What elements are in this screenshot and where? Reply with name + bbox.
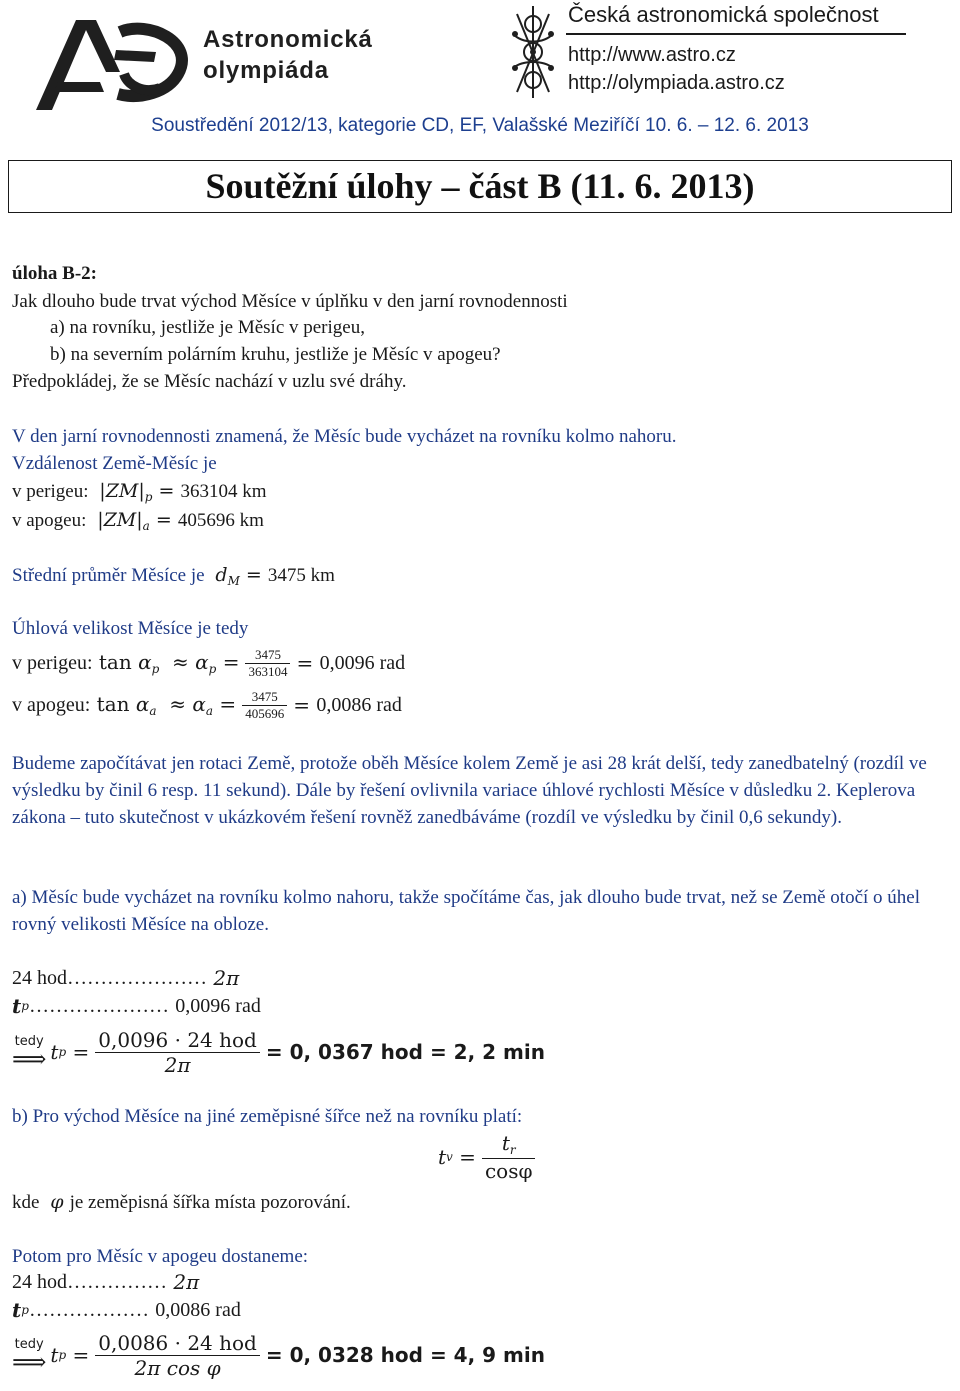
event-subtitle: Soustředění 2012/13, kategorie CD, EF, Valašské Meziříčí 10. 6. – 12. 6. 2013 — [151, 115, 809, 136]
assumptions-paragraph: Budeme započítávat jen rotaci Země, protože oběh Měsíce kolem Země je asi 28 krát delší, tedy zanedbatelný (rozdíl ve výsledku by činil 6 resp. 11 sekund). Dále by řešení ovlivnila variace úhlové rychlosti Měsíce v důsledku 2. Keplerova zákona – tuto skutečnost v ukázkovém řešení rovněž zanedbáváme (rozdíl ve výsledku by činil 0,6 sekundy). — [12, 753, 927, 828]
part-a-result: = 0, 0367 hod = 2, 2 min — [265, 1040, 545, 1064]
task-assumption: Předpokládej, že se Měsíc nachází v uzlu své dráhy. — [12, 371, 407, 392]
task-item-b: b) na severním polárním kruhu, jestliže je Měsíc v apogeu? — [50, 344, 501, 365]
part-a-fraction: $\frac{\text{0,0096 · 24 hod}}{2\pi}$ — [95, 1028, 260, 1077]
olympiad-url: http://olympiada.astro.cz — [568, 72, 785, 94]
distance-heading: Vzdálenost Země-Měsíc je — [12, 453, 217, 474]
task-heading: úloha B-2: — [12, 263, 97, 284]
implies-arrow: tedy ⟹ — [12, 1033, 47, 1073]
page-title-box — [8, 160, 952, 213]
alpha-perigee-fraction: $\frac{3475}{363104}$ — [245, 647, 290, 679]
part-a-text: a) Měsíc bude vycházet na rovníku kolmo nahoru, takže spočítáme čas, jak dlouho bude trvat, než se Země otočí o úhel rovný velikosti Měsíce na obloze. — [12, 887, 921, 935]
alpha-perigee-equation: v perigeu: $\tan \alpha_p \approx \alpha_p$ = $\frac{3475}{363104}$ = 0,0096 rad — [12, 646, 406, 679]
solution-intro: V den jarní rovnodennosti znamená, že Měsíc bude vycházet na rovníku kolmo nahoru. — [12, 426, 677, 447]
rise-time-fraction: $\frac{t_r}{\cos\varphi}$ — [482, 1131, 536, 1182]
czech-astronomical-society-emblem — [503, 4, 565, 100]
part-b-result: = 0, 0328 hod = 4, 9 min — [265, 1343, 545, 1367]
part-b-proportion-line-1: 24 hod …………… 2π — [12, 1270, 200, 1294]
apogee-heading: Potom pro Měsíc v apogeu dostaneme: — [12, 1246, 309, 1267]
part-b-result-equation: tedy ⟹ t p = $\frac{\text{0,0086 · 24 hod}}{\text{2π cos φ}}$ = 0, 0328 hod = 4, 9 min — [12, 1330, 545, 1380]
part-a-proportion-line-1: 24 hod ………………… 2π — [12, 966, 240, 990]
task-question: Jak dlouho bude trvat východ Měsíce v úplňku v den jarní rovnodennosti — [12, 291, 568, 312]
implies-arrow: tedy ⟹ — [12, 1336, 47, 1376]
page-title: Soutěžní úlohy – část B (11. 6. 2013) — [205, 166, 755, 206]
alpha-apogee-fraction: $\frac{3475}{405696}$ — [242, 689, 287, 721]
angular-size-heading: Úhlová velikost Měsíce je tedy — [12, 618, 249, 639]
part-b-fraction: $\frac{\text{0,0086 · 24 hod}}{\text{2π cos φ}}$ — [95, 1331, 260, 1380]
task-item-a: a) na rovníku, jestliže je Měsíc v perigeu, — [50, 317, 365, 338]
perigee-distance: v perigeu: $|ZM|_p = 363104$ km — [12, 480, 267, 504]
alpha-apogee-equation: v apogeu: $\tan \alpha_a \approx \alpha_a$ = $\frac{3475}{405696}$ = 0,0086 rad — [12, 688, 402, 721]
header-rule — [566, 33, 906, 35]
part-a-proportion-line-2: t p ………………… 0,0096 rad — [12, 994, 261, 1018]
society-url: http://www.astro.cz — [568, 44, 736, 66]
apogee-distance: v apogeu: $|ZM|_a = 405696$ km — [12, 509, 264, 533]
part-b-proportion-line-2: t p ……………… 0,0086 rad — [12, 1298, 241, 1322]
latitude-note: kde φ je zeměpisná šířka místa pozorování. — [12, 1191, 351, 1213]
society-name: Česká astronomická společnost — [568, 2, 879, 27]
moon-diameter: Střední průměr Měsíce je $d_M = 3475$ km — [12, 564, 335, 588]
astronomical-olympiad-logo — [28, 12, 203, 115]
logo-text: Astronomická olympiáda — [203, 26, 373, 84]
rise-time-formula: t v = $\frac{t_r}{\cos\varphi}$ — [438, 1128, 541, 1186]
part-b-text: b) Pro východ Měsíce na jiné zeměpisné šířce než na rovníku platí: — [12, 1106, 523, 1127]
part-a-result-equation: tedy ⟹ t p = $\frac{\text{0,0096 · 24 hod}}{2\pi}$ = 0, 0367 hod = 2, 2 min — [12, 1027, 545, 1077]
